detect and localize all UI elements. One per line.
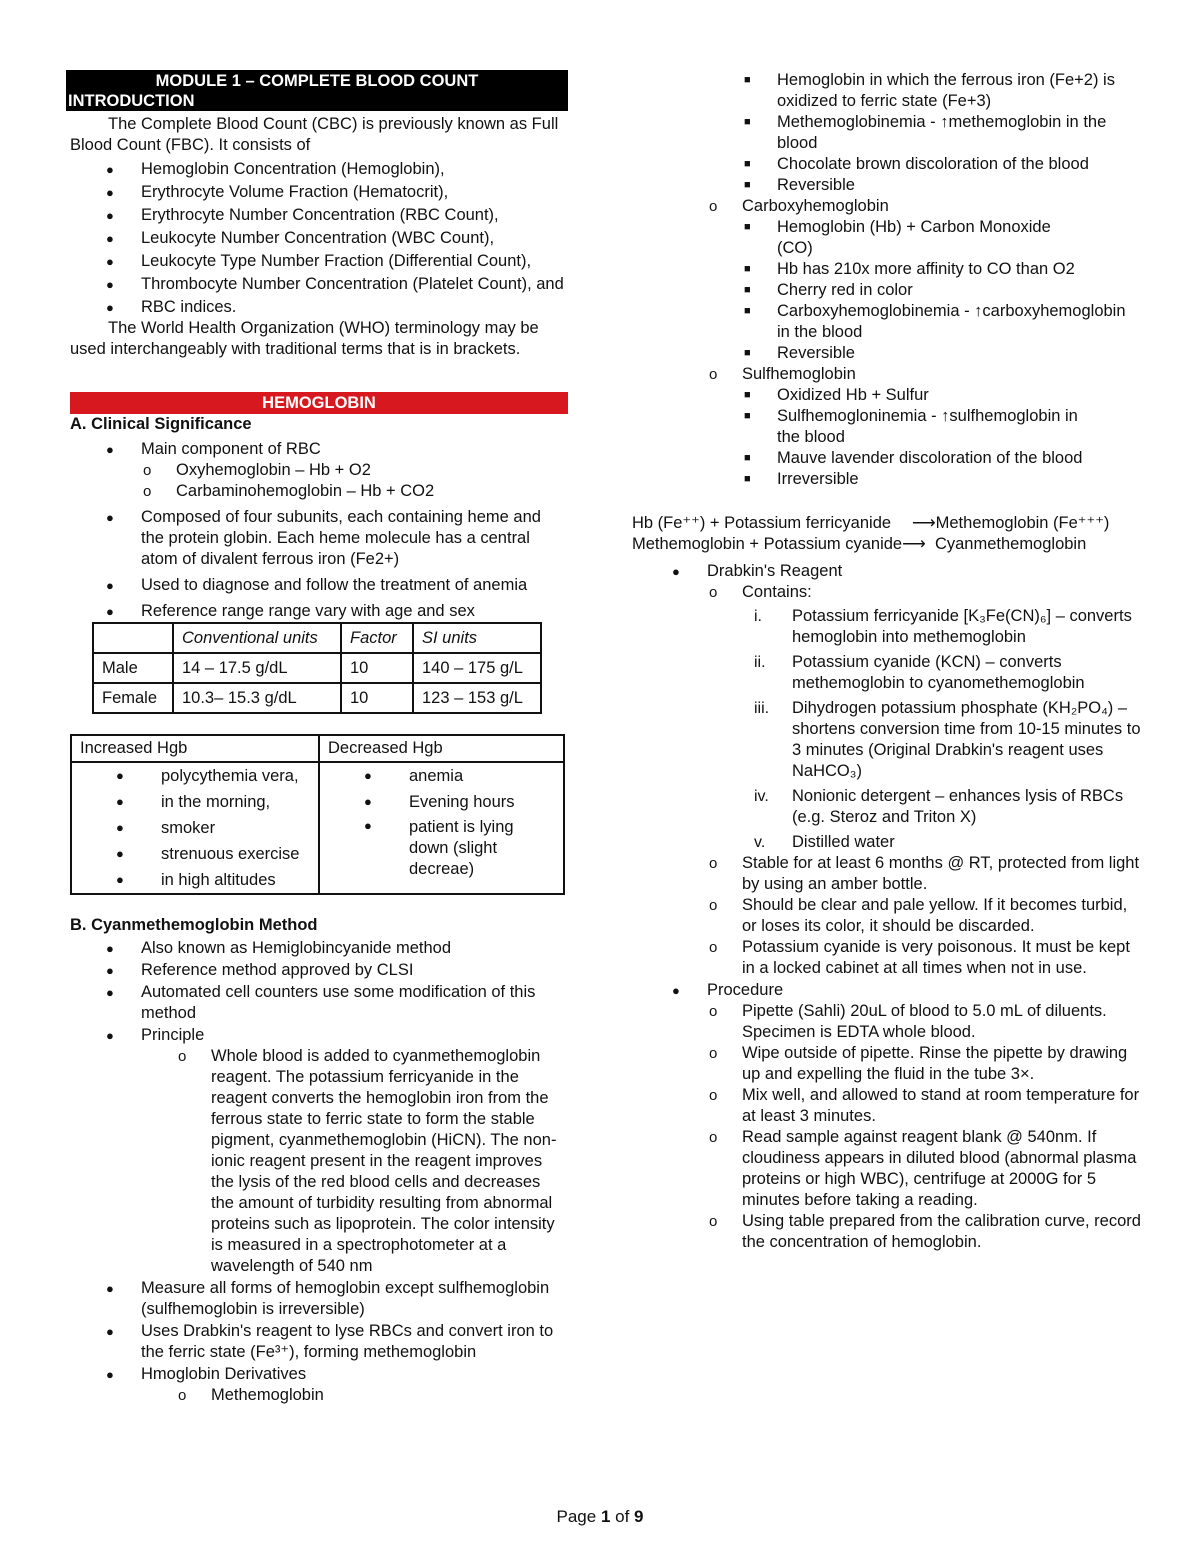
- list-item: ■ Hemoglobin in which the ferrous iron (Fe+2) is oxidized to ferric state (Fe+3): [744, 71, 1115, 110]
- list-item: o Carboxyhemoglobin: [709, 197, 889, 215]
- list-item: ● Automated cell counters use some modification of this method: [106, 983, 536, 1022]
- reference-range-table: [92, 622, 542, 714]
- hemoglobin-header: HEMOGLOBIN: [70, 392, 568, 414]
- methemoglobin-list: [632, 70, 1142, 490]
- left-column: [66, 70, 568, 1406]
- list-item: ● Thrombocyte Number Concentration (Platelet Count), and: [106, 275, 564, 293]
- table-cell: 123 – 153 g/L: [413, 683, 541, 713]
- hgb-table: [70, 734, 565, 895]
- list-item: ● patient is lying down (slight decreae): [364, 818, 514, 878]
- table-cell: 10: [341, 653, 413, 683]
- table-cell: [93, 623, 173, 653]
- list-item: iii. Dihydrogen potassium phosphate (KH₂PO₄) – shortens conversion time from 10-15 minutes to 3 minutes (Original Drabkin's reagent uses NaHCO₃): [754, 699, 1141, 780]
- list-item: ■ Sulfhemogloninemia - ↑sulfhemoglobin in the blood: [744, 407, 1078, 446]
- list-item: ● Uses Drabkin's reagent to lyse RBCs and convert iron to the ferric state (Fe³⁺), forming methemoglobin: [106, 1322, 554, 1361]
- list-item: o Using table prepared from the calibration curve, record the concentration of hemoglobin.: [709, 1212, 1141, 1251]
- list-item: ■ Oxidized Hb + Sulfur: [744, 386, 929, 404]
- list-item: ● anemia: [364, 767, 464, 785]
- list-item: o Carbaminohemoglobin – Hb + CO2: [143, 482, 435, 500]
- list-item: o Wipe outside of pipette. Rinse the pipette by drawing up and expelling the fluid in the tube 3×.: [709, 1044, 1128, 1083]
- list-item: ● strenuous exercise: [116, 845, 300, 863]
- list-item: ● Hmoglobin Derivatives: [106, 1365, 307, 1383]
- list-item: o Sulfhemoglobin: [709, 365, 856, 383]
- list-item: ■ Carboxyhemoglobinemia - ↑carboxyhemoglobin in the blood: [744, 302, 1126, 341]
- equation-2: Methemoglobin + Potassium cyanide⟶ Cyanmethemoglobin: [632, 535, 1087, 553]
- increased-hgb-list: [71, 762, 319, 894]
- list-item: ● in high altitudes: [116, 871, 276, 889]
- list-item: ● Procedure: [672, 981, 784, 999]
- decreased-hgb-list: [319, 762, 564, 894]
- list-item: ● Erythrocyte Number Concentration (RBC Count),: [106, 206, 499, 224]
- list-item: o Pipette (Sahli) 20uL of blood to 5.0 mL of diluents. Specimen is EDTA whole blood.: [709, 1002, 1107, 1041]
- table-row: [93, 653, 541, 683]
- table-row: [71, 762, 564, 894]
- list-item: o Potassium cyanide is very poisonous. It must be kept in a locked cabinet at all times when not in use.: [709, 938, 1130, 977]
- page-total: 9: [634, 1507, 644, 1526]
- list-item: ● Composed of four subunits, each containing heme and the protein globin. Each heme molecule has a central atom of divalent ferrous iron (Fe2+): [106, 508, 541, 568]
- who-paragraph: The World Health Organization (WHO) terminology may be used interchangeably with traditional terms that is in brackets.: [70, 319, 539, 358]
- list-item: ■ Hb has 210x more affinity to CO than O2: [744, 260, 1075, 278]
- table-row: [93, 683, 541, 713]
- list-item: ● Reference method approved by CLSI: [106, 961, 414, 979]
- table-cell: Female: [93, 683, 173, 713]
- table-cell: Male: [93, 653, 173, 683]
- list-item: o Read sample against reagent blank @ 540nm. If cloudiness appears in diluted blood (abnormal plasma proteins or high WBC), centrifuge at 2000G for 5 minutes before taking a reading.: [709, 1128, 1137, 1209]
- page-footer: Page 1 of 9: [556, 1507, 644, 1526]
- section-a-title: A. Clinical Significance: [70, 415, 252, 433]
- list-item: ● Leukocyte Number Concentration (WBC Count),: [106, 229, 495, 247]
- table-cell: Conventional units: [173, 623, 341, 653]
- list-item: ● Evening hours: [364, 793, 515, 811]
- intro-paragraph: The Complete Blood Count (CBC) is previously known as Full Blood Count (FBC). It consists of: [70, 115, 559, 154]
- list-item: ● Main component of RBC: [106, 440, 321, 458]
- list-item: ● polycythemia vera,: [116, 767, 299, 785]
- list-item: ● Erythrocyte Volume Fraction (Hematocrit),: [106, 183, 449, 201]
- module-title: MODULE 1 – COMPLETE BLOOD COUNT: [155, 72, 479, 90]
- drabkin-list: [632, 561, 1142, 1253]
- table-row: [93, 623, 541, 653]
- table-row: [71, 735, 564, 762]
- arrow-icon: ⟶: [902, 535, 926, 553]
- list-item: ■ Reversible: [744, 176, 855, 194]
- table-cell: 10: [341, 683, 413, 713]
- list-item: ● Hemoglobin Concentration (Hemoglobin),: [106, 160, 445, 178]
- list-item: ● Used to diagnose and follow the treatment of anemia: [106, 576, 528, 594]
- list-item: ■ Reversible: [744, 344, 855, 362]
- table-cell: 14 – 17.5 g/dL: [173, 653, 341, 683]
- arrow-icon: ⟶: [911, 514, 936, 532]
- table-cell: 10.3– 15.3 g/dL: [173, 683, 341, 713]
- table-cell: 140 – 175 g/L: [413, 653, 541, 683]
- table-cell: Factor: [341, 623, 413, 653]
- increased-hgb-header: Increased Hgb: [71, 735, 319, 762]
- list-item: ● in the morning,: [116, 793, 271, 811]
- table-cell: SI units: [413, 623, 541, 653]
- list-item: ● Leukocyte Type Number Fraction (Differential Count),: [106, 252, 532, 270]
- list-item: iv. Nonionic detergent – enhances lysis of RBCs (e.g. Steroz and Triton X): [754, 787, 1124, 826]
- decreased-hgb-header: Decreased Hgb: [319, 735, 564, 762]
- list-item: ■ Mauve lavender discoloration of the blood: [744, 449, 1083, 467]
- list-item: o Contains:: [709, 583, 812, 601]
- section-b-list: [66, 938, 568, 1406]
- list-item: o Mix well, and allowed to stand at room temperature for at least 3 minutes.: [709, 1086, 1140, 1125]
- list-item: ● smoker: [116, 819, 216, 837]
- list-item: ● RBC indices.: [106, 298, 237, 316]
- equation-1: Hb (Fe⁺⁺) + Potassium ferricyanide ⟶Methemoglobin (Fe⁺⁺⁺): [632, 514, 1110, 532]
- right-column: [632, 70, 1142, 1253]
- list-item: ii. Potassium cyanide (KCN) – converts methemoglobin to cyanomethemoglobin: [754, 653, 1085, 692]
- list-item: ● Also known as Hemiglobincyanide method: [106, 939, 452, 957]
- equation-block: [632, 513, 1142, 555]
- list-item: ■ Irreversible: [744, 470, 859, 488]
- list-item: ■ Hemoglobin (Hb) + Carbon Monoxide (CO): [744, 218, 1051, 257]
- list-item: ■ Cherry red in color: [744, 281, 913, 299]
- list-item: ■ Methemoglobinemia - ↑methemoglobin in the blood: [744, 113, 1107, 152]
- list-item: i. Potassium ferricyanide [K₃Fe(CN)₆] – converts hemoglobin into methemoglobin: [754, 607, 1132, 646]
- list-item: ● Measure all forms of hemoglobin except sulfhemoglobin (sulfhemoglobin is irreversible): [106, 1279, 550, 1318]
- list-item: o Whole blood is added to cyanmethemoglobin reagent. The potassium ferricyanide in the reagent converts the hemoglobin iron from the ferrous state to ferric state to form the stable pigment, cyanmethemoglobin (HiCN). The non- ionic reagent present in the reagent improves the lysis of the red blood cells and decreases the amount of turbidity resulting from abnormal proteins such as lipoprotein. The color intensity is measured in a spectrophotometer at a wavelength of 540 nm: [178, 1047, 557, 1275]
- list-item: ● Principle: [106, 1026, 205, 1044]
- list-item: o Stable for at least 6 months @ RT, protected from light by using an amber bottle.: [709, 854, 1140, 893]
- list-item: ■ Chocolate brown discoloration of the blood: [744, 155, 1089, 173]
- list-item: ● Reference range range vary with age and sex: [106, 602, 475, 620]
- page-number: 1: [600, 1507, 611, 1526]
- list-item: ● Drabkin's Reagent: [672, 562, 843, 580]
- module-header: [66, 70, 568, 111]
- list-item: o Methemoglobin: [178, 1386, 324, 1404]
- section-b-title: B. Cyanmethemoglobin Method: [70, 916, 318, 934]
- intro-heading: INTRODUCTION: [68, 92, 195, 110]
- section-a-list: [66, 439, 568, 622]
- intro-list: [66, 159, 568, 318]
- list-item: o Oxyhemoglobin – Hb + O2: [143, 461, 371, 479]
- list-item: v. Distilled water: [754, 833, 895, 851]
- list-item: o Should be clear and pale yellow. If it becomes turbid, or loses its color, it should be discarded.: [709, 896, 1128, 935]
